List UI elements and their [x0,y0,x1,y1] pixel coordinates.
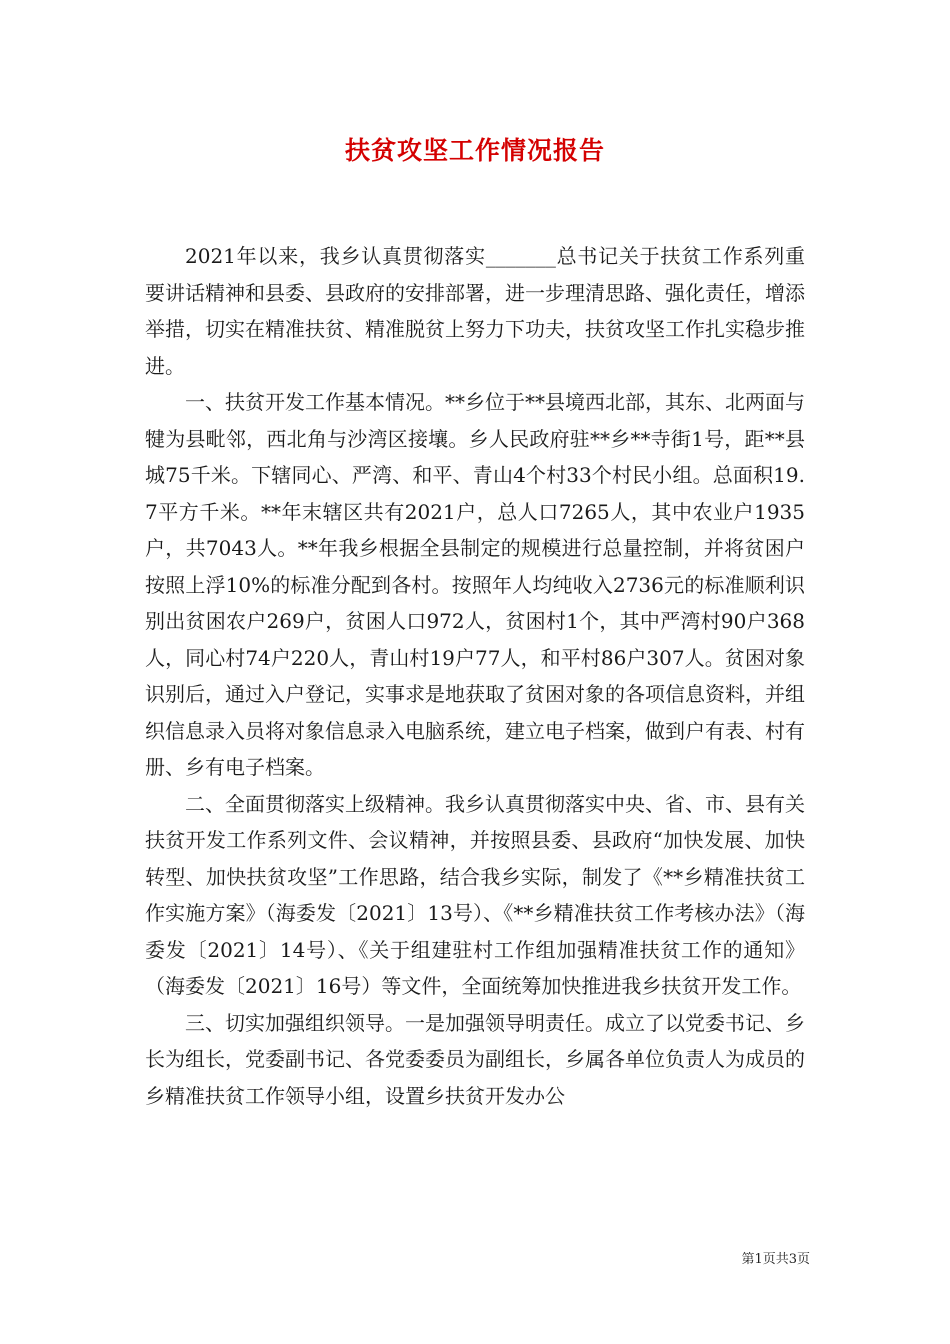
paragraph-section-1: 一、扶贫开发工作基本情况。**乡位于**县境西北部，其东、北两面与犍为县毗邻，西北角与沙湾区接壤。乡人民政府驻**乡**寺街1号，距**县城75千米。下辖同心、严湾、和平、青山4个村33个村民小组。总面积19.7平方千米。**年末辖区共有2021户，总人口7265人，其中农业户1935户，共7043人。**年我乡根据全县制定的规模进行总量控制，并将贫困户按照上浮10%的标准分配到各村。按照年人均纯收入2736元的标准顺利识别出贫困农户269户，贫困人口972人，贫困村1个，其中严湾村90户368人，同心村74户220人，青山村19户77人，和平村86户307人。贫困对象识别后，通过入户登记，实事求是地获取了贫困对象的各项信息资料，并组织信息录入员将对象信息录入电脑系统，建立电子档案，做到户有表、村有册、乡有电子档案。 [145,390,805,779]
page-number: 第1页共3页 [741,1252,810,1267]
paragraph-section-2: 二、全面贯彻落实上级精神。我乡认真贯彻落实中央、省、市、县有关扶贫开发工作系列文件、会议精神，并按照县委、县政府“加快发展、加快转型、加快扶贫攻坚”工作思路，结合我乡实际，制发了《**乡精准扶贫工作实施方案》（海委发〔2021〕13号）、《**乡精准扶贫工作考核办法》（海委发〔2021〕14号）、《关于组建驻村工作组加强精准扶贫工作的通知》（海委发〔2021〕16号）等文件，全面统筹加快推进我乡扶贫开发工作。 [145,791,805,998]
paragraph-intro: 2021年以来，我乡认真贯彻落实_______总书记关于扶贫工作系列重要讲话精神和县委、县政府的安排部署，进一步理清思路、强化责任，增添举措，切实在精准扶贫、精准脱贫上努力下功夫，扶贫攻坚工作扎实稳步推进。 [145,244,805,378]
document-body [145,238,805,1114]
paragraph-section-3: 三、切实加强组织领导。一是加强领导明责任。成立了以党委书记、乡长为组长，党委副书记、各党委委员为副组长，乡属各单位负责人为成员的乡精准扶贫工作领导小组，设置乡扶贫开发办公 [145,1010,805,1108]
document-title: 扶贫攻坚工作情况报告 [344,136,605,165]
